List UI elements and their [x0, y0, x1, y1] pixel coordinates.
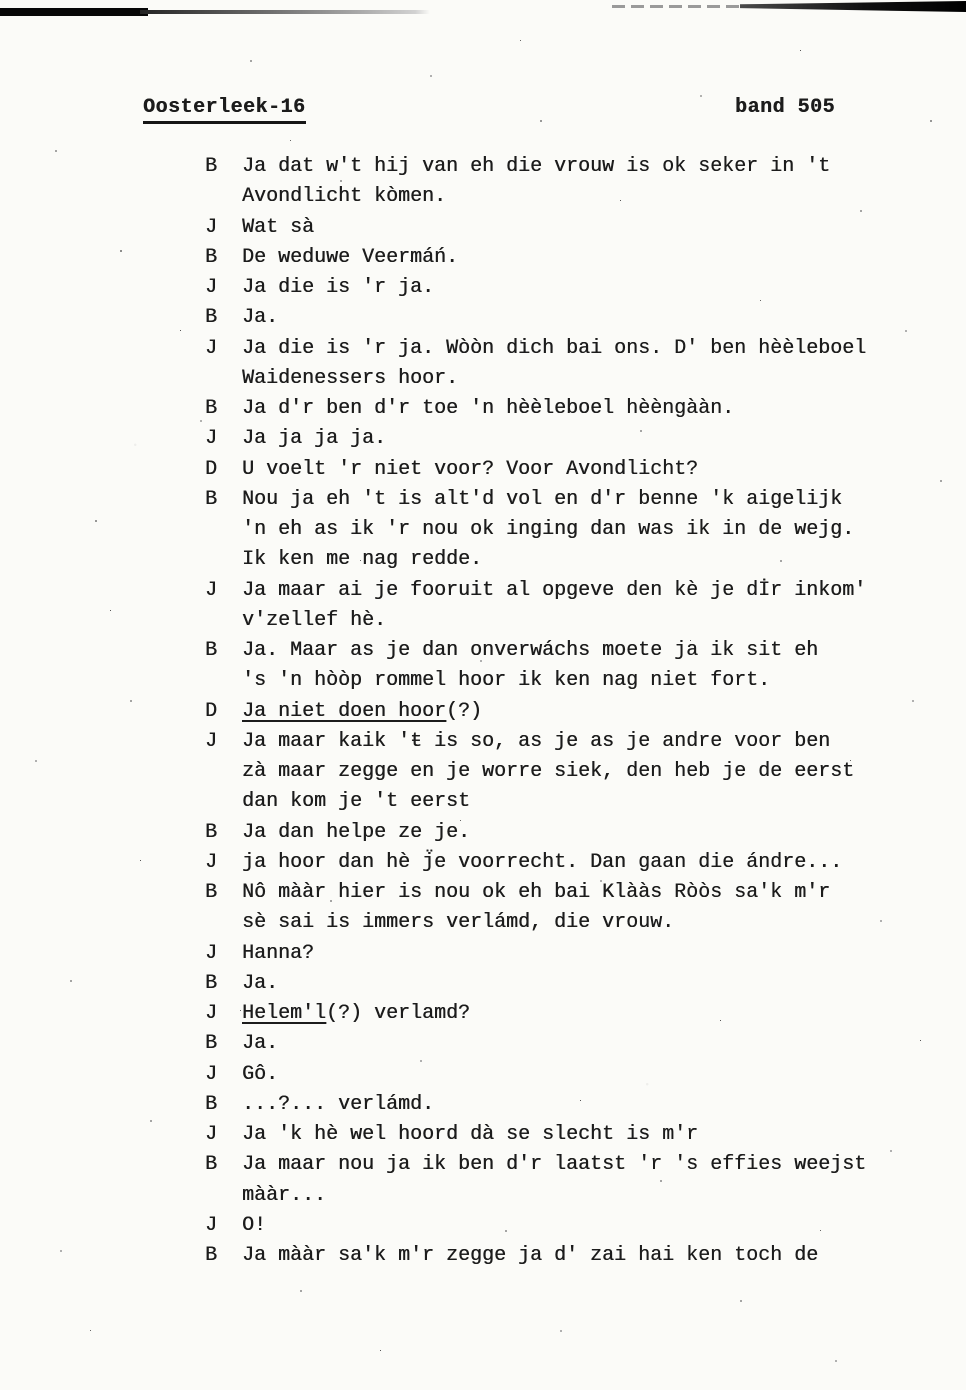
line-text: Helem'l(?) verlamd? — [242, 1002, 471, 1025]
line-text: ja hoor dan hè j̈e voorrecht. Dan gaan die ándre... — [242, 850, 843, 874]
speaker-label: D — [205, 699, 218, 723]
line-text: Ja mààr sa'k m'r zegge ja d' zai hai ken toch de — [242, 1244, 819, 1267]
transcript-line — [205, 818, 945, 848]
underlined-text: Helem'l — [242, 1002, 327, 1025]
transcript-line — [205, 273, 945, 303]
line-text: Ja dan helpe ze je. — [242, 820, 471, 844]
scan-artifact-bar-right-dashed — [612, 5, 762, 8]
transcript-line — [205, 908, 945, 938]
transcript-line — [205, 545, 945, 575]
transcript-line — [205, 364, 945, 394]
speaker-label — [205, 545, 242, 575]
transcript — [205, 152, 945, 1271]
page-title: Oosterleek-16 — [143, 96, 306, 124]
transcript-line — [205, 1211, 945, 1241]
speaker-label: B — [205, 1244, 218, 1267]
transcript-line — [205, 1120, 945, 1150]
speaker-label — [205, 182, 242, 212]
transcript-line — [205, 485, 945, 515]
transcript-line — [205, 878, 945, 908]
line-text: Ja niet doen hoor(?) — [242, 699, 483, 723]
scan-artifact-bar-left-fade — [140, 10, 430, 14]
scan-artifact-bar-left — [0, 8, 148, 16]
transcript-line — [205, 1029, 945, 1059]
transcript-line — [205, 455, 945, 485]
speaker-label: B — [205, 306, 218, 330]
transcript-line — [205, 757, 945, 787]
line-text: 's 'n hòòp rommel hoor ik ken nag niet fort. — [242, 669, 771, 693]
transcript-line — [205, 182, 945, 212]
speaker-label: J — [205, 215, 218, 239]
transcript-line — [205, 394, 945, 424]
line-text: Ja d'r ben d'r toe 'n hèèleboel hèèngààn. — [242, 397, 735, 420]
line-text: ...?... verlámd. — [242, 1092, 435, 1116]
line-text: Ja dat w't hij van eh die vrouw is ok seker in 't — [242, 155, 831, 178]
transcript-line — [205, 939, 945, 969]
speaker-label: B — [205, 155, 218, 178]
speaker-label: J — [205, 850, 218, 874]
speaker-label: J — [205, 1062, 218, 1086]
line-text: Ja. Maar as je dan onverwáchs moete ja ik sit eh — [242, 639, 819, 662]
speaker-label: B — [205, 1032, 218, 1056]
line-text: Ja 'k hè wel hoord dà se slecht is m'r — [242, 1123, 699, 1146]
transcript-line — [205, 243, 945, 273]
speaker-label: B — [205, 820, 218, 844]
line-text: Ja die is 'r ja. Wòòn dich bai ons. D' ben hèèleboel — [242, 336, 867, 360]
line-text: U voelt 'r niet voor? Voor Avondlicht? — [242, 457, 699, 481]
line-text: Ja maar nou ja ik ben d'r laatst 'r 's effies weejst — [242, 1153, 867, 1177]
speaker-label: J — [205, 1002, 218, 1025]
transcript-line — [205, 636, 945, 666]
speaker-label — [205, 908, 242, 938]
line-text: Ja. — [242, 971, 279, 995]
speaker-label: D — [205, 457, 218, 481]
line-text: sè sai is immers verlámd, die vrouw. — [242, 911, 675, 935]
speaker-label — [205, 666, 242, 696]
transcript-line — [205, 152, 945, 182]
line-text: v'zellef hè. — [242, 608, 387, 632]
line-text: mààr... — [242, 1183, 327, 1207]
line-text: Ja. — [242, 306, 279, 330]
speaker-label — [205, 1181, 242, 1211]
scan-noise-speckle — [0, 0, 1, 1]
speaker-label: B — [205, 487, 218, 511]
transcript-line — [205, 727, 945, 757]
line-text: Ja ja ja ja. — [242, 427, 387, 451]
line-text: zà maar zegge en je worre siek, den heb je de eerst — [242, 760, 855, 783]
line-text: Ja die is 'r ja. — [242, 276, 435, 299]
speaker-label: B — [205, 881, 218, 904]
line-text: Ja. — [242, 1032, 279, 1056]
speaker-label: J — [205, 276, 218, 299]
transcript-line — [205, 999, 945, 1029]
line-text: Avondlicht kòmen. — [242, 185, 447, 209]
speaker-label — [205, 515, 242, 545]
speaker-label — [205, 606, 242, 636]
line-text: Nô mààr hier is nou ok eh bai Klààs Ròòs sa'k m'r — [242, 881, 831, 904]
speaker-label — [205, 787, 242, 817]
speaker-label: B — [205, 245, 218, 269]
line-text: O! — [242, 1213, 267, 1237]
transcript-line — [205, 606, 945, 636]
transcript-line — [205, 1150, 945, 1180]
transcript-line — [205, 666, 945, 696]
speaker-label: J — [205, 427, 218, 451]
transcript-line — [205, 787, 945, 817]
transcript-line — [205, 576, 945, 606]
band-number: band 505 — [735, 96, 836, 119]
transcript-line — [205, 1181, 945, 1211]
speaker-label: B — [205, 397, 218, 420]
transcript-line — [205, 303, 945, 333]
speaker-label: B — [205, 1092, 218, 1116]
speaker-label — [205, 757, 242, 787]
line-text: Waidenessers hoor. — [242, 366, 459, 390]
speaker-label: J — [205, 941, 218, 965]
speaker-label: J — [205, 729, 218, 753]
line-text: Gô. — [242, 1062, 279, 1086]
transcript-line — [205, 1241, 945, 1271]
scan-artifact-bar-right — [740, 1, 966, 12]
speaker-label: B — [205, 971, 218, 995]
speaker-label: J — [205, 578, 218, 602]
transcript-line — [205, 424, 945, 454]
underlined-text: Ja niet doen hoor — [242, 699, 447, 723]
speaker-label: B — [205, 639, 218, 662]
transcript-line — [205, 848, 945, 878]
line-text: Ik ken me nag redde. — [242, 548, 483, 572]
line-text: dan kom je 't eerst — [242, 790, 471, 814]
speaker-label — [205, 364, 242, 394]
speaker-label: J — [205, 1213, 218, 1237]
transcript-line — [205, 1060, 945, 1090]
speaker-label: J — [205, 1123, 218, 1146]
speaker-label: B — [205, 1153, 218, 1177]
line-text: Wat sà — [242, 215, 315, 239]
transcript-line — [205, 213, 945, 243]
transcript-line — [205, 1090, 945, 1120]
line-text: Ja maar kaik 'ŧ is so, as je as je andre voor ben — [242, 729, 831, 753]
transcript-line — [205, 969, 945, 999]
line-text: Nou ja eh 't is alt'd vol en d'r benne 'k aigelijk — [242, 487, 843, 511]
line-text: Ja maar ai je fooruit al opgeve den kè je dİr inkom' — [242, 578, 867, 602]
line-text: De weduwe Veermáń. — [242, 245, 459, 269]
line-text: 'n eh as ik 'r nou ok inging dan was ik in de wejg. — [242, 518, 855, 541]
transcript-line — [205, 515, 945, 545]
transcript-line — [205, 697, 945, 727]
transcript-line — [205, 334, 945, 364]
speaker-label: J — [205, 336, 218, 360]
line-text: Hanna? — [242, 941, 315, 965]
